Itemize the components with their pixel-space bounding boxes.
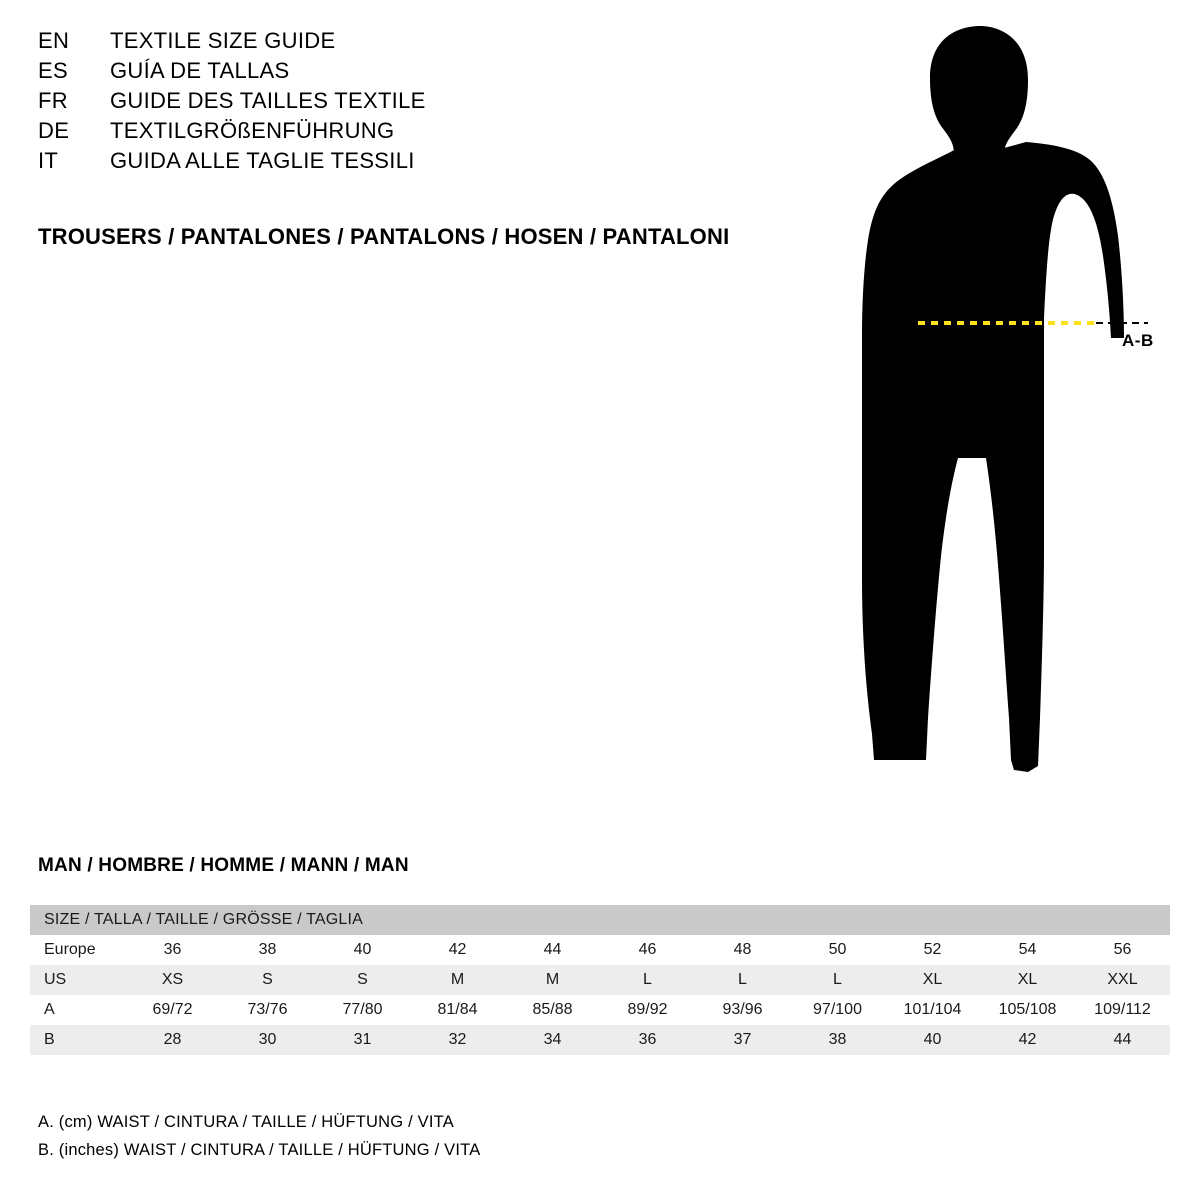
table-row (30, 1025, 1170, 1055)
table-cell: 37 (695, 1025, 790, 1055)
table-cell: 54 (980, 935, 1075, 965)
table-cell: XS (125, 965, 220, 995)
table-cell: M (410, 965, 505, 995)
language-title: GUÍA DE TALLAS (110, 58, 290, 83)
table-cell: XL (980, 965, 1075, 995)
table-cell: 97/100 (790, 995, 885, 1025)
footnotes (38, 1108, 480, 1164)
row-label: Europe (30, 935, 125, 965)
footnote-a: A. (cm) WAIST / CINTURA / TAILLE / HÜFTUNG / VITA (38, 1113, 454, 1131)
language-row (38, 58, 798, 88)
table-cell: S (315, 965, 410, 995)
language-title: TEXTILE SIZE GUIDE (110, 28, 336, 53)
table-cell: 36 (125, 935, 220, 965)
language-row (38, 118, 798, 148)
table-cell: 32 (410, 1025, 505, 1055)
table-cell: XL (885, 965, 980, 995)
language-row (38, 148, 798, 178)
table-cell: L (695, 965, 790, 995)
row-label: US (30, 965, 125, 995)
table-cell: L (600, 965, 695, 995)
table-cell: 40 (315, 935, 410, 965)
table-cell: 81/84 (410, 995, 505, 1025)
language-code: IT (38, 148, 59, 173)
table-cell: 77/80 (315, 995, 410, 1025)
language-row (38, 28, 798, 58)
table-cell: 40 (885, 1025, 980, 1055)
language-code: FR (38, 88, 68, 113)
gender-section-title: MAN / HOMBRE / HOMME / MANN / MAN (38, 855, 409, 876)
table-cell: 44 (505, 935, 600, 965)
table-cell: 44 (1075, 1025, 1170, 1055)
table-row (30, 935, 1170, 965)
table-cell: 85/88 (505, 995, 600, 1025)
table-cell: 38 (790, 1025, 885, 1055)
table-cell: 38 (220, 935, 315, 965)
table-cell: 50 (790, 935, 885, 965)
language-row (38, 88, 798, 118)
table-cell: 28 (125, 1025, 220, 1055)
measure-label-ab: A-B (1122, 331, 1154, 350)
table-cell: 31 (315, 1025, 410, 1055)
table-cell: 93/96 (695, 995, 790, 1025)
table-cell: XXL (1075, 965, 1170, 995)
language-code: ES (38, 58, 68, 83)
table-cell: 42 (410, 935, 505, 965)
figure-illustration (790, 18, 1190, 788)
table-cell: 34 (505, 1025, 600, 1055)
footnote-b: B. (inches) WAIST / CINTURA / TAILLE / HÜFTUNG / VITA (38, 1141, 481, 1159)
table-cell: 36 (600, 1025, 695, 1055)
row-label: A (30, 995, 125, 1025)
table-cell: 105/108 (980, 995, 1075, 1025)
table-cell: 52 (885, 935, 980, 965)
table-cell: 109/112 (1075, 995, 1170, 1025)
size-chart-table (30, 905, 1170, 1055)
table-cell: 42 (980, 1025, 1075, 1055)
language-title: GUIDE DES TAILLES TEXTILE (110, 88, 426, 113)
language-code: DE (38, 118, 70, 143)
garment-type-title: TROUSERS / PANTALONES / PANTALONS / HOSEN / PANTALONI (38, 224, 730, 249)
table-cell: L (790, 965, 885, 995)
table-cell: 69/72 (125, 995, 220, 1025)
table-header-row (30, 905, 1170, 935)
table-row (30, 995, 1170, 1025)
table-cell: 46 (600, 935, 695, 965)
table-cell: 89/92 (600, 995, 695, 1025)
table-cell: M (505, 965, 600, 995)
table-header-label: SIZE / TALLA / TAILLE / GRÖSSE / TAGLIA (30, 905, 1170, 935)
language-list (38, 28, 798, 178)
table-cell: 101/104 (885, 995, 980, 1025)
language-code: EN (38, 28, 70, 53)
row-label: B (30, 1025, 125, 1055)
language-title: TEXTILGRÖßENFÜHRUNG (110, 118, 395, 143)
table-cell: S (220, 965, 315, 995)
table-cell: 30 (220, 1025, 315, 1055)
table-cell: 56 (1075, 935, 1170, 965)
male-silhouette-icon (790, 18, 1190, 788)
table-cell: 48 (695, 935, 790, 965)
table-cell: 73/76 (220, 995, 315, 1025)
table-row (30, 965, 1170, 995)
language-title: GUIDA ALLE TAGLIE TESSILI (110, 148, 415, 173)
